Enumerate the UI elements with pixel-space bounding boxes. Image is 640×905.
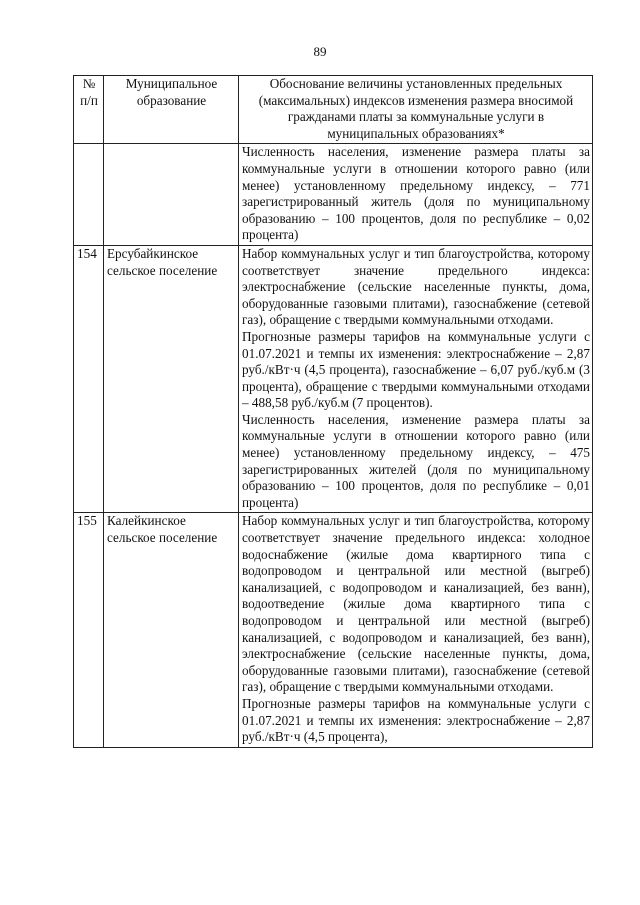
- page-number: 89: [313, 44, 327, 59]
- justification-paragraph: Прогнозные размеры тарифов на коммунальные услуги с 01.07.2021 и темпы их изменения: электроснабжение – 2,87 руб./кВт·ч (4,5 процента),: [242, 695, 590, 745]
- justification-paragraph: Набор коммунальных услуг и тип благоустройства, которому соответствует значение предельного индекса: холодное водоснабжение (жилые дома квартирного типа с водопроводом и центральной или местной (выгреб) канализацией, с водопроводом и канализацией, без ванн), водоотведение (жилые дома квартирного типа с водопроводом и центральной или местной (выгреб) канализацией, с водопроводом и канализацией, без ванн), электроснабжение (сельские населенные пункты, дома, оборудованные газовыми плитами), газоснабжение (сетевой газ), обращение с твердыми коммунальными отходами.: [242, 513, 590, 695]
- row-justification: [239, 245, 593, 513]
- justification-paragraph: Численность населения, изменение размера платы за коммунальные услуги в отношении которого равно (или менее) установленному предельному индексу, – 475 зарегистрированных жителей (доля по муниципальному образованию – 100 процентов, доля по республике – 0,01 процента): [242, 411, 590, 510]
- justification-paragraph: Численность населения, изменение размера платы за коммунальные услуги в отношении которого равно (или менее) установленному предельному индексу, – 771 зарегистрированный житель (доля по муниципальному образованию – 100 процентов, доля по республике – 0,02 процента): [242, 144, 590, 243]
- row-municipality: [104, 144, 239, 246]
- header-number: № п/п: [74, 76, 104, 144]
- table-header-row: [74, 76, 593, 144]
- table-row: [74, 144, 593, 246]
- row-number: 154: [74, 245, 104, 513]
- row-number: [74, 144, 104, 246]
- tariff-index-table: [73, 75, 593, 748]
- row-justification: [239, 144, 593, 246]
- row-municipality: Калейкинское сельское поселение: [104, 513, 239, 747]
- header-municipality: Муниципальное образование: [104, 76, 239, 144]
- row-municipality: Ерсубайкинское сельское поселение: [104, 245, 239, 513]
- table-row: [74, 245, 593, 513]
- justification-paragraph: Прогнозные размеры тарифов на коммунальные услуги с 01.07.2021 и темпы их изменения: электроснабжение – 2,87 руб./кВт·ч (4,5 процента), газоснабжение – 6,07 руб./куб.м (3 процента), обращение с твердыми коммунальными отходами – 488,58 руб./куб.м (7 процентов).: [242, 328, 590, 411]
- row-number: 155: [74, 513, 104, 747]
- row-justification: [239, 513, 593, 747]
- header-justification: Обоснование величины установленных предельных (максимальных) индексов изменения размера вносимой гражданами платы за коммунальные услуги в муниципальных образованиях*: [239, 76, 593, 144]
- table-row: [74, 513, 593, 747]
- justification-paragraph: Набор коммунальных услуг и тип благоустройства, которому соответствует значение предельного индекса: электроснабжение (сельские населенные пункты, дома, оборудованные газовыми плитами), газоснабжение (сетевой газ), обращение с твердыми коммунальными отходами.: [242, 245, 590, 328]
